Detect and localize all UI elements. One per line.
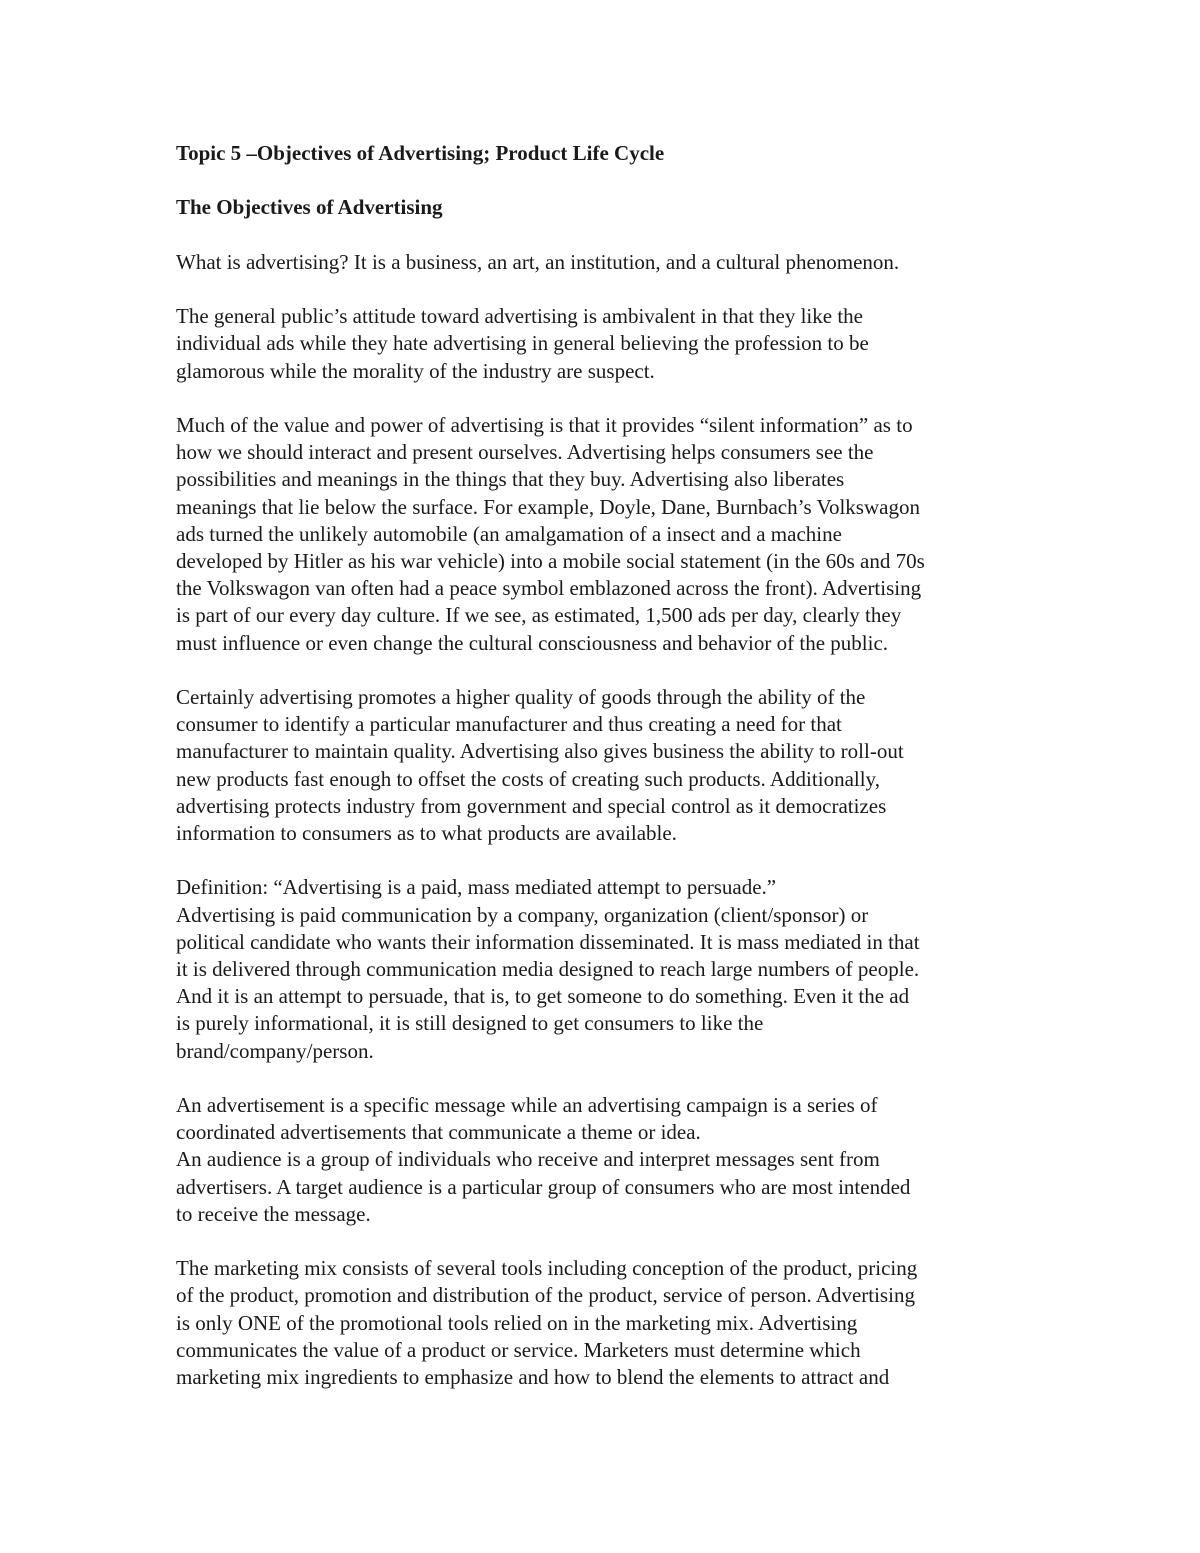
document-title: Topic 5 –Objectives of Advertising; Product Life Cycle	[176, 141, 665, 165]
text-line: An advertisement is a specific message while an advertising campaign is a series of	[176, 1093, 878, 1117]
text-line: Much of the value and power of advertising is that it provides “silent information” as to	[176, 412, 913, 437]
text-line: The marketing mix consists of several tools including conception of the product, pricing	[176, 1256, 918, 1281]
paragraph-public-attitude	[176, 303, 1036, 385]
text-line: individual ads while they hate advertising in general believing the profession to be	[176, 331, 869, 356]
text-line: it is delivered through communication media designed to reach large numbers of people.	[176, 957, 920, 981]
text-line: advertising protects industry from government and special control as it democratizes	[176, 793, 887, 818]
text-line: is part of our every day culture. If we see, as estimated, 1,500 ads per day, clearly they	[176, 603, 902, 628]
text-line: political candidate who wants their information disseminated. It is mass mediated in that	[176, 929, 920, 954]
text-line: meanings that lie below the surface. For example, Doyle, Dane, Burnbach’s Volkswagon	[176, 494, 920, 519]
text-line: information to consumers as to what products are available.	[176, 821, 677, 845]
text-line: how we should interact and present ourselves. Advertising helps consumers see the	[176, 440, 874, 465]
text-line: marketing mix ingredients to emphasize and how to blend the elements to attract and	[176, 1365, 890, 1390]
text-line: advertisers. A target audience is a particular group of consumers who are most intended	[176, 1174, 911, 1199]
text-line: is only ONE of the promotional tools relied on in the marketing mix. Advertising	[176, 1310, 858, 1335]
text-line: An audience is a group of individuals who receive and interpret messages sent from	[176, 1147, 880, 1172]
text-line: to receive the message.	[176, 1201, 371, 1226]
text-line: Advertising is paid communication by a company, organization (client/sponsor) or	[176, 902, 869, 927]
text-line: brand/company/person.	[176, 1038, 374, 1063]
text-line: must influence or even change the cultural consciousness and behavior of the public.	[176, 630, 889, 655]
document-body	[176, 140, 1036, 1391]
text-line: is purely informational, it is still designed to get consumers to like the	[176, 1011, 764, 1036]
paragraph-value-and-power	[176, 412, 1036, 657]
text-line: consumer to identify a particular manufacturer and thus creating a need for that	[176, 712, 842, 737]
text-line: of the product, promotion and distribution of the product, service of person. Advertising	[176, 1283, 915, 1308]
text-line: ads turned the unlikely automobile (an amalgamation of a insect and a machine	[176, 521, 842, 546]
text-line: The general public’s attitude toward advertising is ambivalent in that they like the	[176, 304, 863, 329]
text-line: What is advertising? It is a business, an art, an institution, and a cultural phenomenon.	[176, 249, 900, 274]
text-line: possibilities and meanings in the things that they buy. Advertising also liberates	[176, 467, 845, 492]
text-line: developed by Hitler as his war vehicle) into a mobile social statement (in the 60s and 70s	[176, 548, 925, 573]
text-line: new products fast enough to offset the costs of creating such products. Additionally,	[176, 766, 880, 791]
paragraph-definition	[176, 874, 1036, 1064]
paragraph-quality-of-goods	[176, 684, 1036, 847]
text-line: glamorous while the morality of the industry are suspect.	[176, 358, 655, 383]
paragraph-advertisement-and-audience	[176, 1092, 1036, 1228]
text-line: manufacturer to maintain quality. Advertising also gives business the ability to roll-out	[176, 739, 904, 764]
paragraph-marketing-mix	[176, 1255, 1036, 1391]
section-heading: The Objectives of Advertising	[176, 195, 443, 220]
text-line: the Volkswagon van often had a peace symbol emblazoned across the front). Advertising	[176, 576, 922, 601]
text-line: communicates the value of a product or service. Marketers must determine which	[176, 1337, 861, 1362]
text-line: And it is an attempt to persuade, that is, to get someone to do something. Even it the ad	[176, 984, 910, 1009]
text-line: Certainly advertising promotes a higher quality of goods through the ability of the	[176, 684, 866, 709]
paragraph-what-is-advertising	[176, 249, 1036, 276]
text-line: coordinated advertisements that communicate a theme or idea.	[176, 1120, 701, 1145]
text-line: Definition: “Advertising is a paid, mass mediated attempt to persuade.”	[176, 875, 777, 900]
